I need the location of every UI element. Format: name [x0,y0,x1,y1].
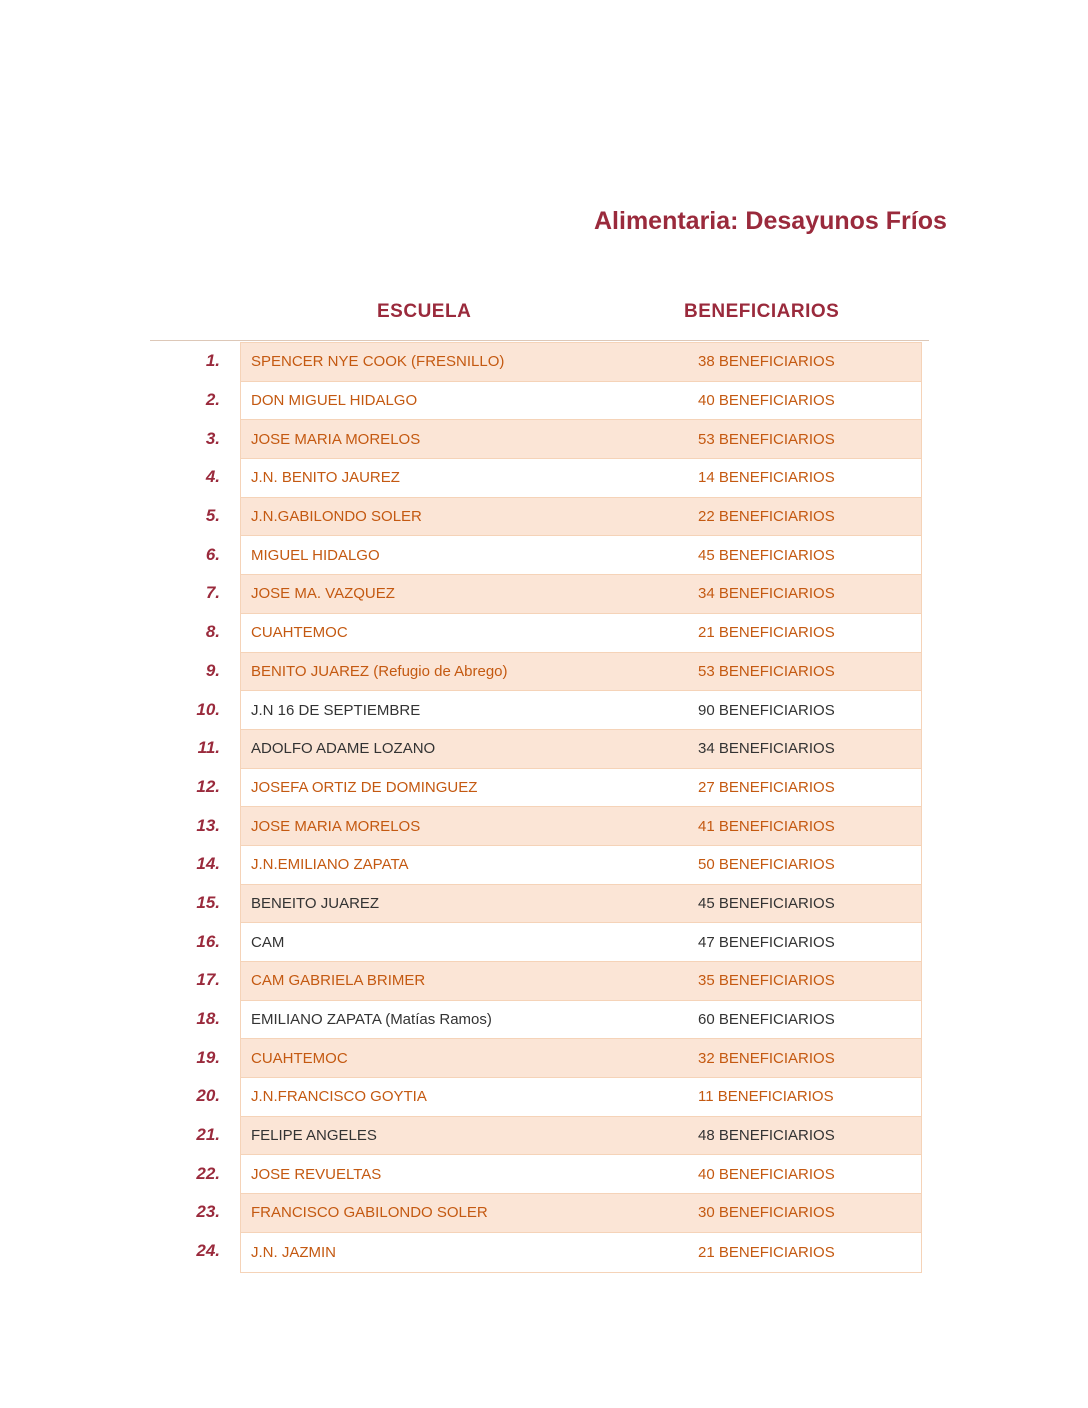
column-header-beneficiarios: BENEFICIARIOS [684,301,840,322]
beneficiarios-cell: 34 BENEFICIARIOS [698,585,835,603]
escuela-cell: JOSE MARIA MORELOS [251,817,421,835]
row-number: 3. [205,428,220,448]
table-row [241,382,921,421]
beneficiarios-cell: 53 BENEFICIARIOS [698,662,835,680]
beneficiarios-cell: 50 BENEFICIARIOS [698,856,835,874]
beneficiarios-cell: 45 BENEFICIARIOS [698,546,835,564]
table-row [241,1039,921,1078]
row-number: 6. [205,544,220,564]
table-row [241,691,921,730]
row-number: 19. [196,1047,220,1067]
beneficiarios-cell: 32 BENEFICIARIOS [698,1049,835,1067]
escuela-cell: ADOLFO ADAME LOZANO [251,740,436,758]
beneficiarios-cell: 45 BENEFICIARIOS [698,894,835,912]
beneficiarios-cell: 60 BENEFICIARIOS [698,1011,835,1029]
table-row [241,343,921,382]
escuela-cell: FELIPE ANGELES [251,1127,377,1145]
page-title: Alimentaria: Desayunos Fríos [594,207,947,235]
beneficiarios-table [240,342,922,1273]
row-number: 7. [205,583,220,603]
table-row [241,923,921,962]
table-row [241,846,921,885]
escuela-cell: JOSEFA ORTIZ DE DOMINGUEZ [251,778,478,796]
row-number: 23. [196,1202,220,1222]
escuela-cell: BENEITO JUAREZ [251,894,380,912]
table-row [241,498,921,537]
row-number: 4. [205,467,220,487]
table-row [241,536,921,575]
row-number: 17. [196,970,220,990]
header-divider [150,340,929,341]
row-number: 14. [196,854,220,874]
table-row [241,1001,921,1040]
escuela-cell: DON MIGUEL HIDALGO [251,392,418,410]
row-number: 1. [205,351,220,371]
table-row [241,730,921,769]
table-row [241,1194,921,1233]
table-row [241,962,921,1001]
beneficiarios-cell: 11 BENEFICIARIOS [698,1088,834,1106]
beneficiarios-cell: 90 BENEFICIARIOS [698,701,835,719]
beneficiarios-cell: 21 BENEFICIARIOS [698,1243,835,1261]
beneficiarios-cell: 53 BENEFICIARIOS [698,430,835,448]
escuela-cell: EMILIANO ZAPATA (Matías Ramos) [251,1011,492,1029]
beneficiarios-cell: 40 BENEFICIARIOS [698,1165,835,1183]
escuela-cell: FRANCISCO GABILONDO SOLER [251,1204,488,1222]
beneficiarios-cell: 27 BENEFICIARIOS [698,778,835,796]
row-number: 24. [196,1241,220,1261]
column-header-escuela: ESCUELA [377,301,472,322]
row-number: 16. [196,931,220,951]
escuela-cell: BENITO JUAREZ (Refugio de Abrego) [251,662,508,680]
escuela-cell: J.N. BENITO JAUREZ [251,469,400,487]
beneficiarios-cell: 35 BENEFICIARIOS [698,972,835,990]
beneficiarios-cell: 21 BENEFICIARIOS [698,624,835,642]
row-number: 2. [205,390,220,410]
escuela-cell: JOSE MARIA MORELOS [251,430,421,448]
row-number: 10. [196,699,220,719]
table-row [241,1117,921,1156]
row-number: 18. [196,1009,220,1029]
table-row [241,769,921,808]
escuela-cell: J.N.GABILONDO SOLER [251,508,422,526]
row-number: 5. [205,506,220,526]
escuela-cell: J.N.FRANCISCO GOYTIA [251,1088,427,1106]
beneficiarios-cell: 14 BENEFICIARIOS [698,469,835,487]
escuela-cell: MIGUEL HIDALGO [251,546,380,564]
beneficiarios-cell: 40 BENEFICIARIOS [698,392,835,410]
table-row [241,614,921,653]
row-number: 9. [205,660,220,680]
escuela-cell: SPENCER NYE COOK (FRESNILLO) [251,353,505,371]
table-row [241,459,921,498]
beneficiarios-cell: 48 BENEFICIARIOS [698,1127,835,1145]
beneficiarios-cell: 41 BENEFICIARIOS [698,817,835,835]
beneficiarios-cell: 38 BENEFICIARIOS [698,353,835,371]
row-number: 21. [196,1125,220,1145]
escuela-cell: J.N 16 DE SEPTIEMBRE [251,701,421,719]
escuela-cell: J.N.EMILIANO ZAPATA [251,856,409,874]
table-row [241,885,921,924]
escuela-cell: J.N. JAZMIN [251,1243,336,1261]
row-number: 13. [196,815,220,835]
escuela-cell: JOSE REVUELTAS [251,1165,382,1183]
table-row [241,420,921,459]
row-number: 8. [205,622,220,642]
beneficiarios-cell: 47 BENEFICIARIOS [698,933,835,951]
number-column [150,342,220,1271]
beneficiarios-cell: 22 BENEFICIARIOS [698,508,835,526]
row-number: 15. [196,892,220,912]
beneficiarios-cell: 30 BENEFICIARIOS [698,1204,835,1222]
escuela-cell: CUAHTEMOC [251,1049,348,1067]
table-row [241,653,921,692]
escuela-cell: CAM [251,933,285,951]
table-row [241,807,921,846]
table-row [241,575,921,614]
table-row [241,1078,921,1117]
table-row [241,1155,921,1194]
row-number: 20. [196,1086,220,1106]
row-number: 11. [197,738,220,758]
row-number: 12. [196,776,220,796]
table-row [241,1233,921,1272]
row-number: 22. [196,1163,220,1183]
beneficiarios-cell: 34 BENEFICIARIOS [698,740,835,758]
escuela-cell: CAM GABRIELA BRIMER [251,972,426,990]
escuela-cell: JOSE MA. VAZQUEZ [251,585,395,603]
escuela-cell: CUAHTEMOC [251,624,348,642]
